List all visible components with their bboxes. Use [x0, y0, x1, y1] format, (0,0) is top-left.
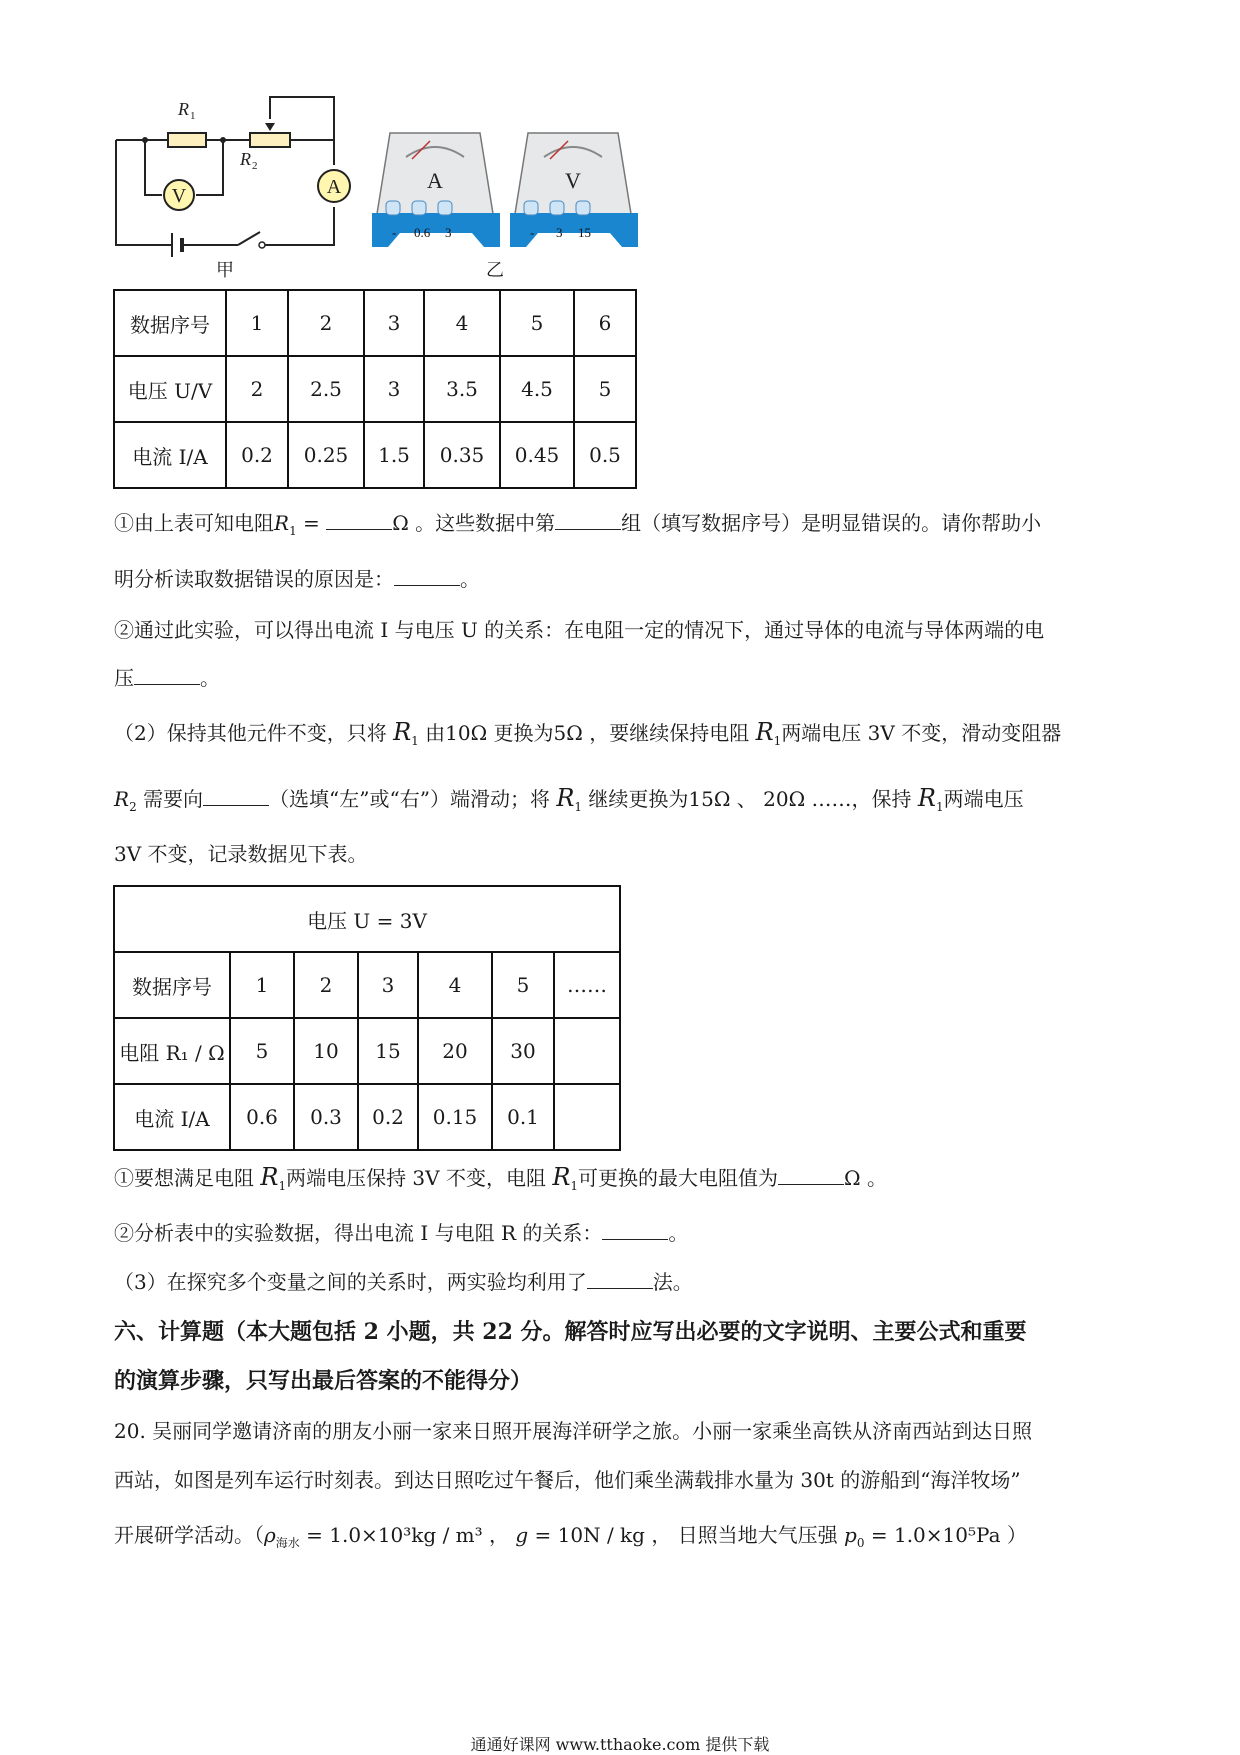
- table-resistance-current: [113, 885, 621, 1151]
- circuit-diagram: [110, 95, 360, 285]
- rheostat-r2: [250, 133, 290, 147]
- answer-blank[interactable]: [326, 511, 392, 530]
- q2-sub-a: ①要想满足电阻 $R_1$两端电压保持 3V 不变，电阻 $R_1$可更换的最大电阻值为 Ω 。: [114, 1163, 887, 1193]
- table-cell: 0.1: [492, 1084, 554, 1150]
- table-row: [114, 356, 636, 422]
- table-cell: 0.6: [230, 1084, 294, 1150]
- table-cell: 0.45: [500, 422, 574, 488]
- table-cell: 30: [492, 1018, 554, 1084]
- r2-sub: 2: [252, 160, 258, 172]
- table-cell: 0.2: [226, 422, 288, 488]
- r2-label: R: [240, 149, 251, 169]
- voltmeter-device-letter: V: [565, 168, 581, 193]
- answer-blank[interactable]: [134, 666, 200, 685]
- q2-line2: $R_2$ 需要向 （选填“左”或“右”）端滑动；将 $R_1$ 继续更换为15Ω 、 20Ω ……，保持 $R_1$两端电压: [114, 784, 1024, 814]
- table-cell: 电流 I/A: [114, 422, 226, 488]
- table-cell: 5: [574, 356, 636, 422]
- q1-b-line2: 压 。: [114, 666, 220, 690]
- table-voltage-current: [113, 289, 637, 489]
- table-cell: 1: [226, 290, 288, 356]
- table-cell: 15: [358, 1018, 418, 1084]
- table-cell: 0.35: [424, 422, 500, 488]
- table-cell: [554, 1084, 620, 1150]
- answer-blank[interactable]: [587, 1270, 653, 1289]
- voltmeter-t2: 15: [578, 225, 591, 240]
- r1-label: R: [178, 99, 189, 119]
- resistor-r1: [168, 133, 206, 147]
- voltmeter-minus: -: [530, 225, 535, 240]
- table-cell: 4.5: [500, 356, 574, 422]
- ammeter-t2: 3: [445, 225, 452, 240]
- answer-blank[interactable]: [778, 1166, 844, 1185]
- table-cell: 4: [418, 952, 492, 1018]
- table-cell: 电阻 R₁ / Ω: [114, 1018, 230, 1084]
- q1-b-line1: ②通过此实验，可以得出电流 I 与电压 U 的关系：在电阻一定的情况下，通过导体的电流与导体两端的电: [114, 618, 1045, 642]
- table-cell: 20: [418, 1018, 492, 1084]
- table-cell: 6: [574, 290, 636, 356]
- table-row: [114, 1084, 620, 1150]
- voltmeter-t1: 3: [556, 225, 563, 240]
- voltmeter-letter: V: [171, 185, 187, 207]
- table-cell: 4: [424, 290, 500, 356]
- table-cell: 0.15: [418, 1084, 492, 1150]
- table-row: [114, 422, 636, 488]
- table-row: [114, 290, 636, 356]
- table-cell: 3: [358, 952, 418, 1018]
- section-six-heading-line1: 六、计算题（本大题包括 2 小题，共 22 分。解答时应写出必要的文字说明、主要公式和重要: [114, 1319, 1027, 1345]
- table-cell: 3: [364, 290, 424, 356]
- table-cell: 2: [226, 356, 288, 422]
- table-cell: [554, 1018, 620, 1084]
- meters-figure: [372, 125, 642, 255]
- q3-line: （3）在探究多个变量之间的关系时，两实验均利用了 法。: [114, 1270, 693, 1294]
- table-cell: 数据序号: [114, 952, 230, 1018]
- answer-blank[interactable]: [555, 511, 621, 530]
- figure-caption-yi: 乙: [486, 260, 504, 281]
- table-cell: 5: [230, 1018, 294, 1084]
- table-cell: 10: [294, 1018, 358, 1084]
- section-six-heading-line2: 的演算步骤，只写出最后答案的不能得分）: [114, 1368, 533, 1394]
- table-cell: 0.3: [294, 1084, 358, 1150]
- table-cell: 1: [230, 952, 294, 1018]
- q2-sub-b: ②分析表中的实验数据，得出电流 I 与电阻 R 的关系： 。: [114, 1221, 689, 1245]
- table-cell: 电压 U/V: [114, 356, 226, 422]
- ammeter-letter: A: [326, 176, 342, 198]
- table-header: 电压 U = 3V: [114, 886, 620, 952]
- q20-line2: 西站，如图是列车运行时刻表。到达日照吃过午餐后，他们乘坐满载排水量为 30t 的游船到“海洋牧场”: [114, 1468, 1021, 1492]
- figure-caption-jia: 甲: [216, 260, 234, 281]
- table-cell: 2.5: [288, 356, 364, 422]
- ammeter-device-letter: A: [427, 168, 443, 193]
- table-cell: 数据序号: [114, 290, 226, 356]
- table-row: [114, 1018, 620, 1084]
- table-cell: 2: [294, 952, 358, 1018]
- table-cell: 1.5: [364, 422, 424, 488]
- table-cell: 电流 I/A: [114, 1084, 230, 1150]
- page-footer: 通通好课网 www.tthaoke.com 提供下载: [470, 1735, 770, 1754]
- table-cell: 2: [288, 290, 364, 356]
- table-cell: 3: [364, 356, 424, 422]
- table-cell: 5: [492, 952, 554, 1018]
- table-row: [114, 952, 620, 1018]
- table-cell: 5: [500, 290, 574, 356]
- ammeter-t1: 0.6: [414, 225, 431, 240]
- q20-line1: 20. 吴丽同学邀请济南的朋友小丽一家来日照开展海洋研学之旅。小丽一家乘坐高铁从济南西站到达日照: [114, 1419, 1033, 1443]
- q1-a-line1: ①由上表可知电阻$R_1 = \Omega$ 。这些数据中第 组（填写数据序号）是明显错误的。请你帮助小: [114, 511, 1042, 538]
- table-cell: 0.2: [358, 1084, 418, 1150]
- answer-blank[interactable]: [602, 1221, 668, 1240]
- table-cell: ……: [554, 952, 620, 1018]
- table-header-row: [114, 886, 620, 952]
- q2-line1: （2）保持其他元件不变，只将 $R_1$ 由10Ω 更换为5Ω ，要继续保持电阻 $R_1$两端电压 3V 不变，滑动变阻器: [114, 718, 1062, 748]
- ammeter-minus: -: [392, 225, 397, 240]
- table-cell: 0.25: [288, 422, 364, 488]
- q2-line3: 3V 不变，记录数据见下表。: [114, 842, 368, 866]
- q20-line3: 开展研学活动。（$\rho_{海水} = 1.0\times 10^3kg / m^3$ ， g = 10N / kg ， 日照当地大气压强 $p_0 = 1.0\times 10^5Pa$ ）: [114, 1523, 1027, 1550]
- table-cell: 3.5: [424, 356, 500, 422]
- answer-blank[interactable]: [394, 567, 460, 586]
- answer-blank[interactable]: [203, 787, 269, 806]
- table-cell: 0.5: [574, 422, 636, 488]
- r1-sub: 1: [190, 110, 196, 122]
- q1-a-line2: 明分析读取数据错误的原因是： 。: [114, 567, 480, 591]
